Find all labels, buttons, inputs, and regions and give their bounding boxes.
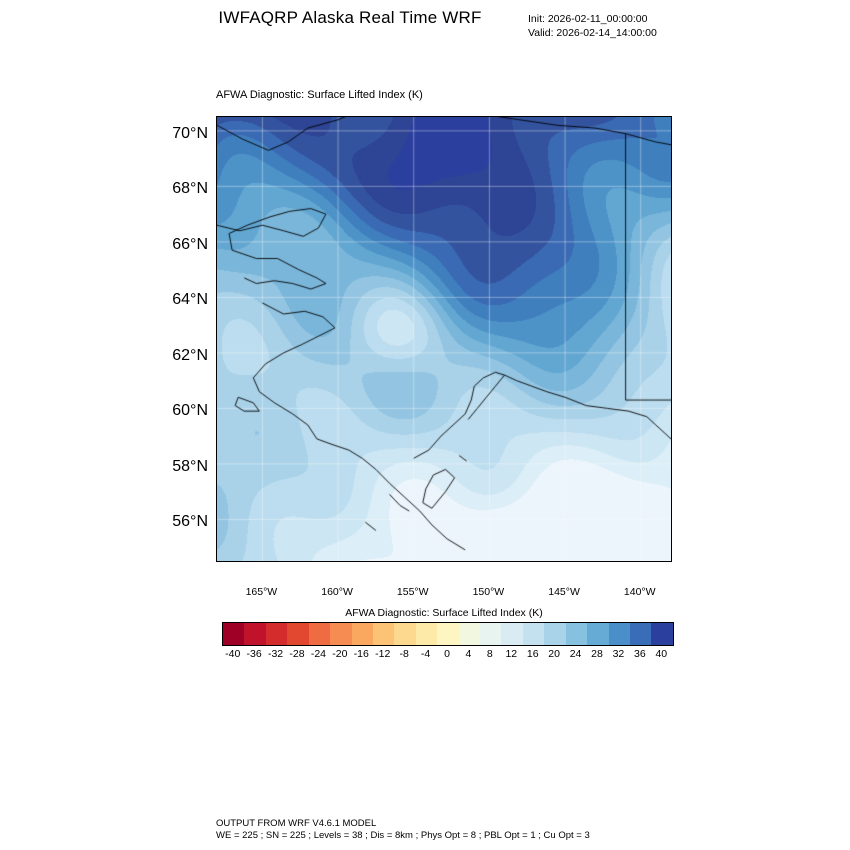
latitude-tick: 62°N (172, 346, 208, 364)
colorbar-tick: -16 (353, 648, 369, 660)
map-panel (216, 116, 672, 562)
colorbar-swatch (373, 623, 394, 645)
colorbar-title: AFWA Diagnostic: Surface Lifted Index (K) (345, 607, 543, 619)
colorbar-tick: 40 (655, 648, 668, 660)
longitude-tick: 140°W (623, 586, 656, 598)
colorbar-tick: -24 (310, 648, 327, 660)
colorbar-swatch (480, 623, 501, 645)
colorbar-swatch (394, 623, 415, 645)
colorbar-tick: -28 (289, 648, 305, 660)
footer-line-2: WE = 225 ; SN = 225 ; Levels = 38 ; Dis = 8km ; Phys Opt = 8 ; PBL Opt = 1 ; Cu Opt = 3 (216, 830, 590, 841)
colorbar-swatch (587, 623, 608, 645)
colorbar-swatch (609, 623, 630, 645)
longitude-tick: 145°W (548, 586, 580, 598)
latitude-tick: 70°N (172, 124, 208, 142)
colorbar-tick: -20 (332, 648, 348, 660)
colorbar-swatch (287, 623, 308, 645)
colorbar-swatch (459, 623, 480, 645)
colorbar-tick: 4 (465, 648, 472, 660)
latitude-axis (160, 116, 212, 562)
colorbar-tick: 20 (548, 648, 560, 660)
colorbar-swatch (501, 623, 522, 645)
colorbar-swatch (330, 623, 351, 645)
colorbar-swatch (266, 623, 287, 645)
page-title: IWFAQRP Alaska Real Time WRF (218, 8, 482, 27)
colorbar-tick: -8 (399, 648, 409, 660)
colorbar-swatch (352, 623, 373, 645)
model-info-footer (216, 818, 590, 842)
init-time-label: Init: 2026-02-11_00:00:00 (528, 13, 648, 25)
colorbar-tick: 36 (634, 648, 646, 660)
latitude-tick: 68°N (172, 180, 208, 198)
colorbar-tick: 0 (444, 648, 450, 660)
colorbar-swatch (437, 623, 458, 645)
colorbar-swatch (544, 623, 565, 645)
colorbar (222, 622, 674, 646)
longitude-tick: 160°W (321, 586, 353, 598)
colorbar-swatch (416, 623, 437, 645)
latitude-tick: 60°N (172, 402, 208, 420)
plot-subtitle: AFWA Diagnostic: Surface Lifted Index (K) (216, 89, 423, 101)
colorbar-tick: -4 (420, 648, 431, 660)
colorbar-swatch (223, 623, 244, 645)
latitude-tick: 64°N (172, 291, 208, 309)
longitude-tick: 165°W (245, 586, 278, 598)
colorbar-swatch (651, 623, 672, 645)
colorbar-tick: 8 (486, 648, 493, 660)
colorbar-tick: 28 (591, 648, 603, 660)
colorbar-swatch (244, 623, 265, 645)
colorbar-tick: 16 (526, 648, 539, 660)
colorbar-tick-labels (222, 648, 674, 662)
colorbar-tick: -32 (267, 648, 284, 660)
footer-line-1: OUTPUT FROM WRF V4.6.1 MODEL (216, 818, 377, 829)
colorbar-swatch (630, 623, 651, 645)
colorbar-tick: -36 (246, 648, 262, 660)
longitude-axis (216, 586, 672, 602)
latitude-tick: 66°N (172, 235, 208, 253)
colorbar-tick: 12 (505, 648, 518, 660)
colorbar-tick: -12 (375, 648, 391, 660)
longitude-tick: 150°W (472, 586, 505, 598)
colorbar-swatch (309, 623, 330, 645)
latitude-tick: 58°N (172, 457, 208, 475)
map-field-canvas (217, 117, 671, 561)
latitude-tick: 56°N (172, 513, 208, 531)
colorbar-tick: 24 (569, 648, 582, 660)
colorbar-tick: 32 (612, 648, 625, 660)
colorbar-tick: -40 (225, 648, 241, 660)
colorbar-swatch (566, 623, 587, 645)
colorbar-swatch (523, 623, 544, 645)
longitude-tick: 155°W (396, 586, 429, 598)
valid-time-label: Valid: 2026-02-14_14:00:00 (528, 27, 657, 39)
